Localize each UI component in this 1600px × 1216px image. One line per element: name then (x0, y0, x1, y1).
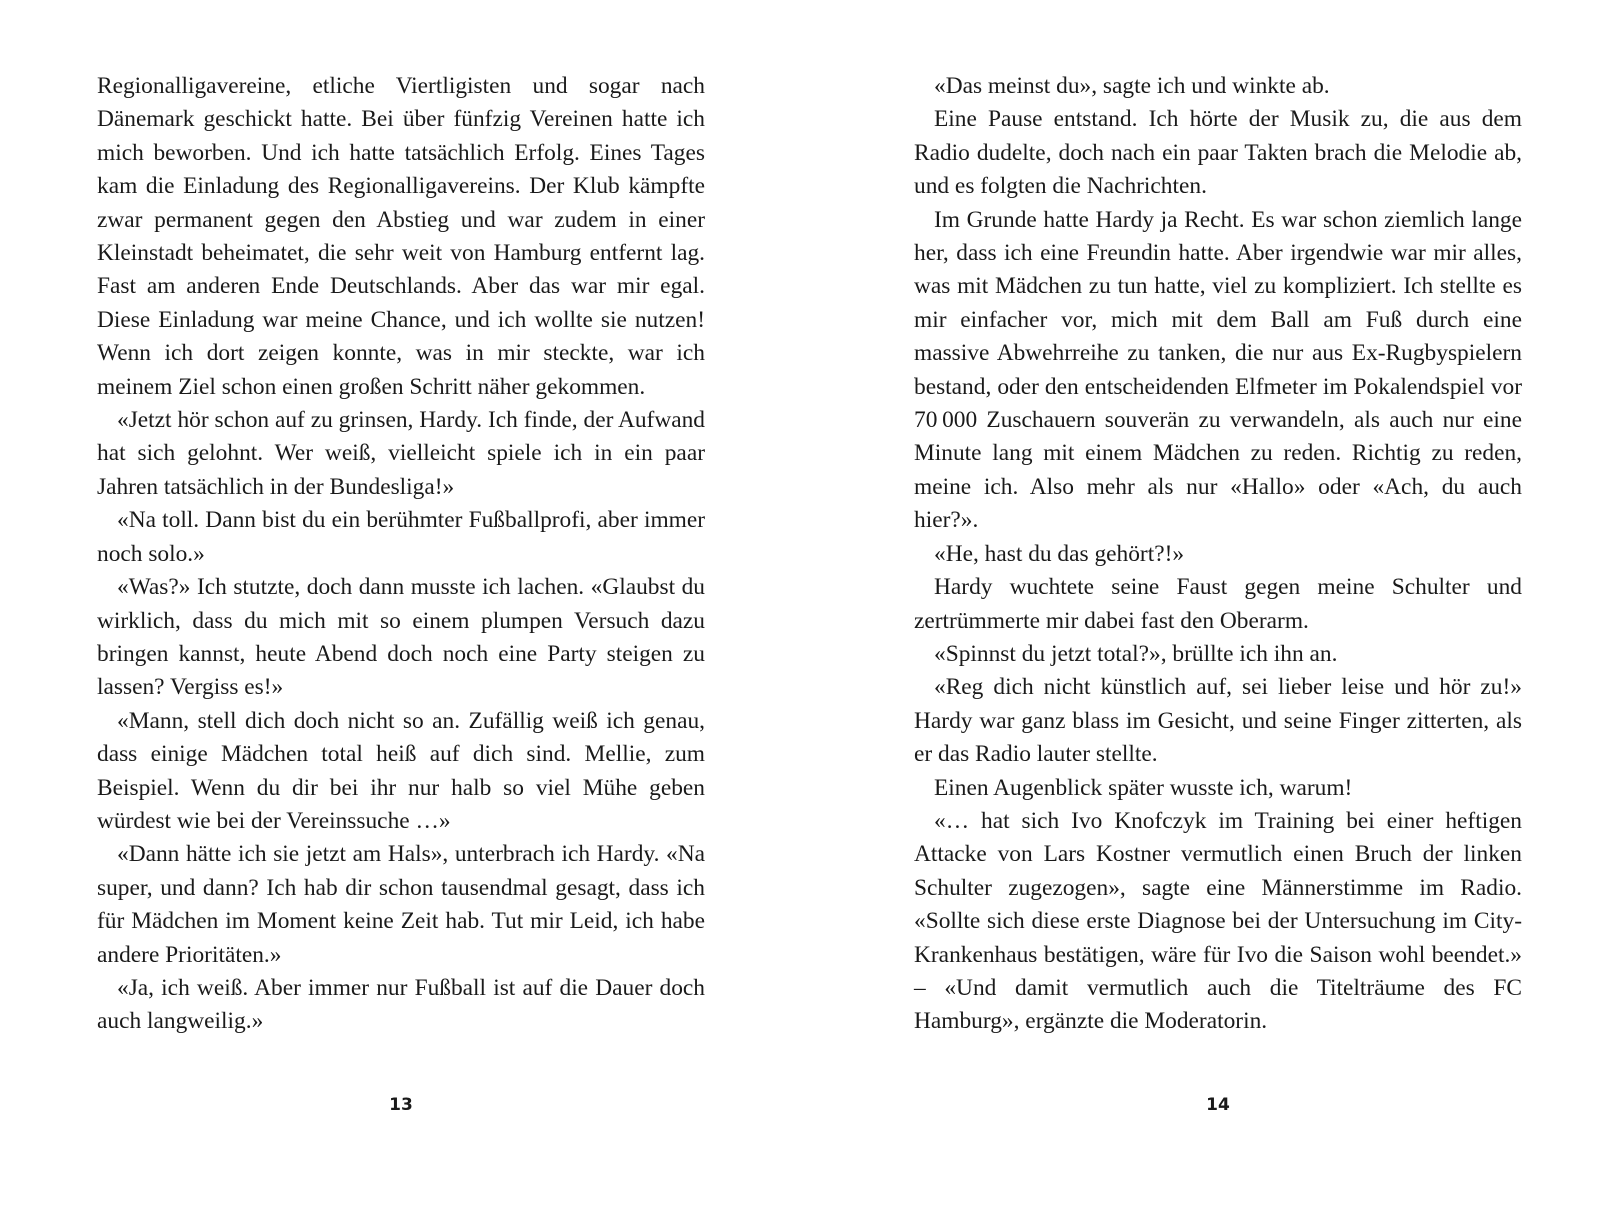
page-number: 13 (389, 1095, 413, 1115)
paragraph: «Mann, stell dich doch nicht so an. Zufällig weiß ich genau, dass einige Mädchen total heiß auf dich sind. Mellie, zum Beispiel. Wenn du dir bei ihr nur halb so viel Mühe geben würdest wie bei der Vereinssuche …» (97, 707, 705, 834)
paragraph: «Spinnst du jetzt total?», brüllte ich ihn an. (934, 640, 1338, 667)
paragraph: «He, hast du das gehört?!» (934, 540, 1185, 567)
left-page-text (97, 70, 705, 1039)
right-page (914, 70, 1522, 1150)
paragraph: «Was?» Ich stutzte, doch dann musste ich lachen. «Glaubst du wirklich, dass du mich mit so einem plumpen Versuch dazu bringen kannst, heute Abend doch noch eine Party steigen zu lassen? Vergiss es!» (97, 574, 705, 701)
paragraph: Eine Pause entstand. Ich hörte der Musik zu, die aus dem Radio dudelte, doch nach ein paar Takten brach die Melodie ab, und es folgten die Nachrichten. (914, 106, 1522, 200)
right-page-text (914, 70, 1522, 1039)
paragraph: Regionalligavereine, etliche Viertligisten und sogar nach Dänemark geschickt hatte. Bei über fünfzig Vereinen hatte ich mich beworben. Und ich hatte tatsächlich Erfolg. Eines Tages kam die Einladung des Regionalligavereins. Der Klub kämpfte zwar permanent gegen den Abstieg und war zudem in einer Kleinstadt beheimatet, die sehr weit von Hamburg entfernt lag. Fast am anderen Ende Deutschlands. Aber das war mir egal. Diese Einladung war meine Chance, und ich wollte sie nutzen! Wenn ich dort zeigen konnte, was in mir steckte, war ich meinem Ziel schon einen großen Schritt näher gekommen. (97, 73, 705, 400)
left-page (97, 70, 705, 1150)
paragraph: «Na toll. Dann bist du ein berühmter Fußballprofi, aber immer noch solo.» (97, 507, 705, 567)
page-number: 14 (1206, 1095, 1230, 1115)
paragraph: Hardy wuchtete seine Faust gegen meine Schulter und zertrümmerte mir dabei fast den Oberarm. (914, 574, 1522, 634)
paragraph: Im Grunde hatte Hardy ja Recht. Es war schon ziemlich lange her, dass ich eine Freundin hatte. Aber irgendwie war mir alles, was mit Mädchen zu tun hatte, viel zu kompliziert. Ich stellte es mir einfacher vor, mich mit dem Ball am Fuß durch eine massive Abwehrreihe zu tanken, die nur aus Ex-Rugbyspielern bestand, oder den entscheidenden Elfmeter im Pokalendspiel vor 70 000 Zuschauern souverän zu verwandeln, als auch nur eine Minute lang mit einem Mädchen zu reden. Richtig zu reden, meine ich. Also mehr als nur «Hallo» oder «Ach, du auch hier?». (914, 206, 1522, 534)
paragraph: Einen Augenblick später wusste ich, warum! (934, 774, 1353, 801)
paragraph: «… hat sich Ivo Knofczyk im Training bei einer heftigen Attacke von Lars Kostner vermutlich einen Bruch der linken Schulter zugezogen», sagte eine Männerstimme im Radio. «Sollte sich diese erste Diagnose bei der Untersuchung im City-Krankenhaus bestätigen, wäre für Ivo die Saison wohl beendet.» – «Und damit vermutlich auch die Titelträume des FC Hamburg», ergänzte die Moderatorin. (914, 807, 1522, 1035)
paragraph: «Das meinst du», sagte ich und winkte ab. (934, 73, 1330, 99)
paragraph: «Reg dich nicht künstlich auf, sei lieber leise und hör zu!» Hardy war ganz blass im Gesicht, und seine Finger zitterten, als er das Radio lauter stellte. (914, 674, 1522, 768)
paragraph: «Jetzt hör schon auf zu grinsen, Hardy. Ich finde, der Aufwand hat sich gelohnt. Wer weiß, vielleicht spiele ich in ein paar Jahren tatsächlich in der Bundesliga!» (97, 407, 705, 500)
paragraph: «Ja, ich weiß. Aber immer nur Fußball ist auf die Dauer doch auch langweilig.» (97, 974, 705, 1035)
paragraph: «Dann hätte ich sie jetzt am Hals», unterbrach ich Hardy. «Na super, und dann? Ich hab dir schon tausendmal gesagt, dass ich für Mädchen im Moment keine Zeit hab. Tut mir Leid, ich habe andere Prioritäten.» (97, 841, 705, 968)
